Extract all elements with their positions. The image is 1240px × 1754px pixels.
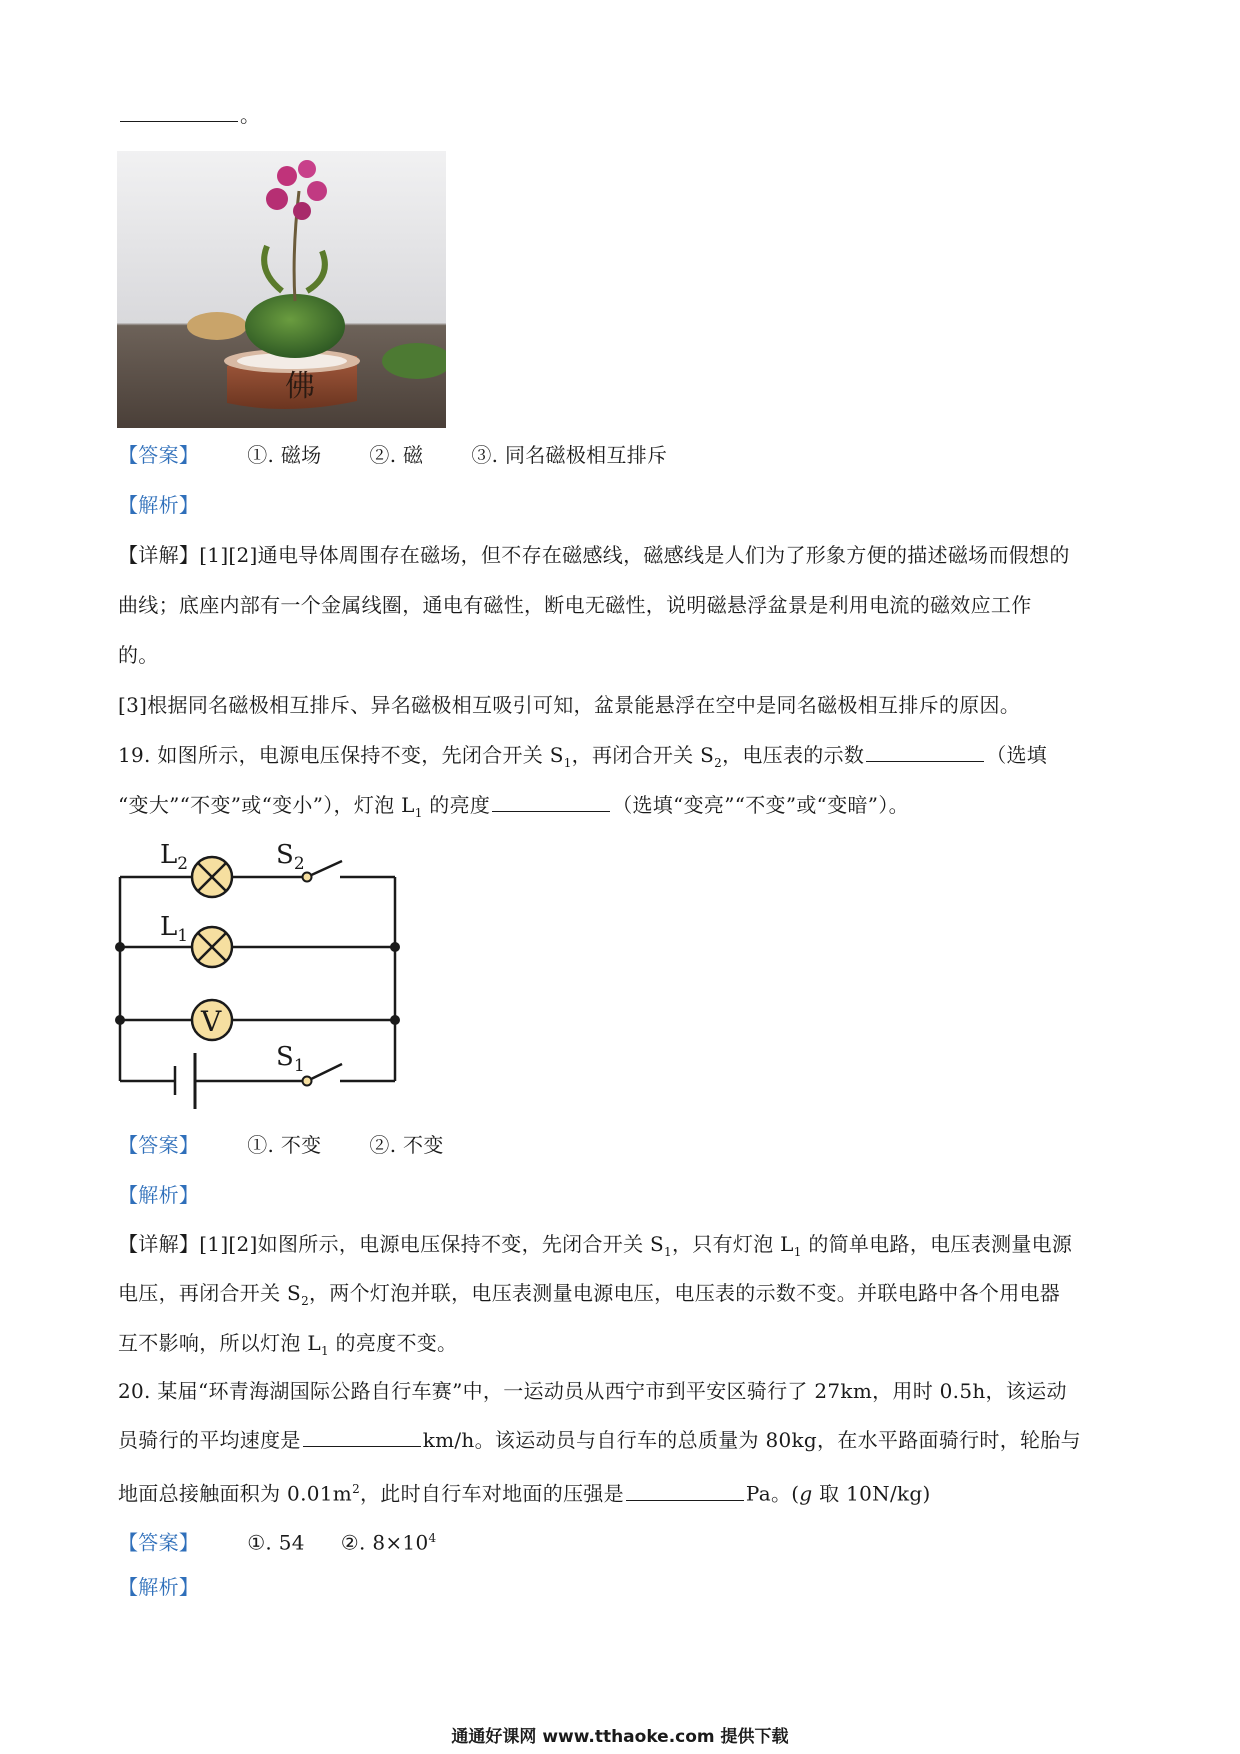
answer-blank: [866, 743, 984, 762]
answer-item: ②. 不变: [369, 1133, 444, 1157]
answer-item: ①. 磁场: [247, 443, 322, 467]
analysis-label: 【解析】: [118, 1575, 200, 1599]
answer-item: ①. 不变: [247, 1133, 322, 1157]
analysis-label: 【解析】: [118, 1183, 200, 1207]
analysis-label: 【解析】: [118, 493, 200, 517]
q19-line-1: 19. 如图所示，电源电压保持不变，先闭合开关 $S_1$，再闭合开关 $S_2$，电压表的示数 （选填: [118, 743, 1048, 770]
label-S1: $S_1$: [276, 1042, 305, 1076]
q18-answer-row: [118, 440, 667, 470]
q19-line-2: “变大”“不变”或“变小”），灯泡 $L_1$ 的亮度 （选填“变亮”“不变”或“变暗”）。: [118, 793, 909, 820]
answer-label: 【答案】: [118, 443, 200, 467]
levitating-bonsai-photo: [117, 151, 446, 428]
q19-detail-line-3: 互不影响，所以灯泡 $L_1$ 的亮度不变。: [118, 1331, 458, 1358]
answer-item: ②. 磁: [369, 443, 424, 467]
answer-blank: [120, 103, 238, 122]
label-L2: $L_2$: [160, 840, 189, 874]
q18-detail-line-4: [3]根据同名磁极相互排斥、异名磁极相互吸引可知，盆景能悬浮在空中是同名磁极相互排斥的原因。: [118, 693, 1021, 717]
circuit-diagram: [110, 835, 410, 1110]
q19-detail-line-2: 电压，再闭合开关 $S_2$，两个灯泡并联，电压表测量电源电压，电压表的示数不变。并联电路中各个用电器: [118, 1281, 1061, 1308]
base-character: 佛: [285, 369, 315, 404]
answer-item: ①. 54: [247, 1530, 305, 1555]
q18-detail-line-2: 曲线；底座内部有一个金属线圈，通电有磁性，断电无磁性，说明磁悬浮盆景是利用电流的磁效应工作: [118, 593, 1032, 617]
q19-answer-row: [118, 1130, 444, 1160]
answer-item: ③. 同名磁极相互排斥: [471, 443, 668, 467]
lamp-L1: [192, 927, 232, 967]
voltmeter: [192, 1000, 232, 1040]
answer-blank: [303, 1428, 421, 1447]
detail-label: 【详解】: [118, 543, 200, 567]
detail-label: 【详解】: [118, 1232, 200, 1256]
q20-line-3: 地面总接触面积为 $0.01m^2$，此时自行车对地面的压强是 Pa。(g 取 10N/kg): [118, 1481, 931, 1506]
q20-line-1: 20. 某届“环青海湖国际公路自行车赛”中，一运动员从西宁市到平安区骑行了 27km，用时 0.5h，该运动: [118, 1379, 1067, 1403]
answer-blank: [626, 1482, 744, 1501]
answer-label: 【答案】: [118, 1133, 200, 1157]
q18-detail-line-3: 的。: [118, 643, 159, 667]
answer-blank: [492, 793, 610, 812]
answer-item: ②. 8×10: [340, 1530, 429, 1555]
q18-detail-line-1: 【详解】[1][2]通电导体周围存在磁场，但不存在磁感线，磁感线是人们为了形象方便的描述磁场而假想的: [118, 543, 1070, 567]
lamp-L2: [192, 857, 232, 897]
q20-answer-row: 【答案】 ①. 54 ②. $8\times 10^4$: [118, 1530, 437, 1555]
previous-question-tail: [118, 100, 260, 130]
footer-watermark: 通通好课网 www.tthaoke.com 提供下载: [451, 1727, 789, 1747]
end-mark: 。: [240, 103, 261, 127]
label-S2: $S_2$: [276, 840, 305, 874]
q20-line-2: 员骑行的平均速度是 km/h。该运动员与自行车的总质量为 80kg，在水平路面骑行时，轮胎与: [118, 1428, 1081, 1452]
q19-detail-line-1: 【详解】[1][2]如图所示，电源电压保持不变，先闭合开关 $S_1$，只有灯泡 $L_1$ 的简单电路，电压表测量电源: [118, 1232, 1073, 1259]
answer-label: 【答案】: [118, 1530, 200, 1555]
label-L1: $L_1$: [160, 912, 189, 946]
svg-text:V: V: [201, 1005, 222, 1038]
